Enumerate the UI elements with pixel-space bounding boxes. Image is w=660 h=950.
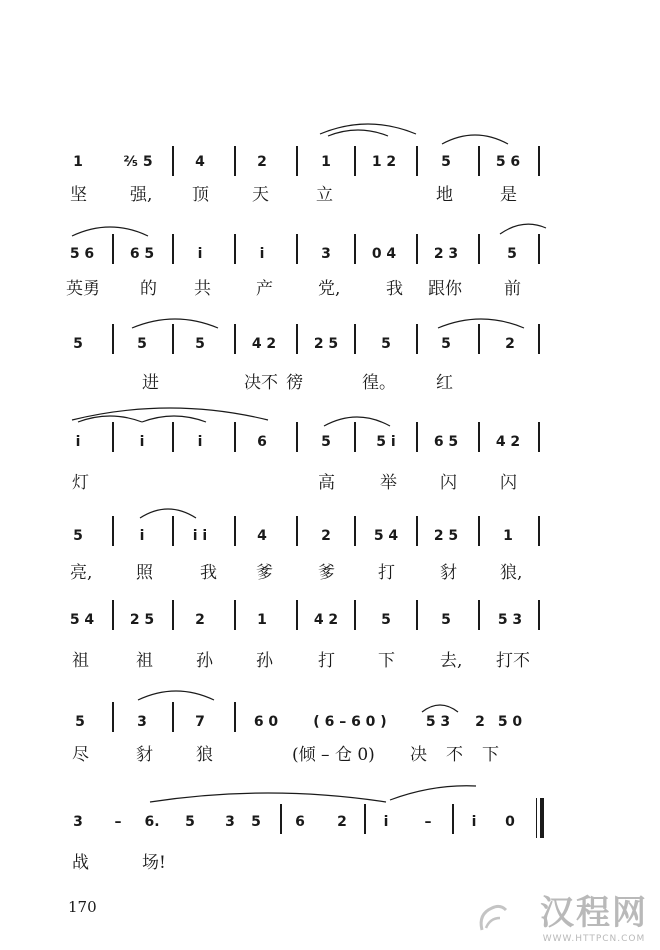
note: 5 — [185, 814, 195, 830]
lyric: 打 — [318, 651, 335, 671]
note: 2 5 — [313, 336, 339, 352]
lyric: 地 — [436, 185, 453, 205]
note: i — [139, 528, 145, 544]
page-number: 170 — [68, 898, 97, 916]
note: 1 — [503, 528, 513, 544]
note: 2 — [195, 612, 205, 628]
barline — [538, 516, 540, 546]
lyric: 祖 — [136, 651, 153, 671]
note: 2 — [505, 336, 515, 352]
slur — [148, 782, 388, 806]
barline — [354, 600, 356, 630]
note: 1 — [257, 612, 267, 628]
note: 5 6 — [69, 246, 95, 262]
barline — [296, 146, 298, 176]
barline — [234, 702, 236, 732]
barline — [364, 804, 366, 834]
lyric: 高 — [318, 473, 335, 493]
note: 6. — [144, 814, 160, 830]
slur — [322, 410, 392, 430]
lyric: 狼 — [196, 745, 213, 765]
lyric: 战 — [72, 853, 89, 873]
lyric: 豺 — [440, 563, 457, 583]
note: 2 — [321, 528, 331, 544]
watermark-url: WWW.HTTPCN.COM — [542, 934, 646, 944]
barline — [538, 324, 540, 354]
lyric: 进 — [142, 373, 159, 393]
system-4 — [0, 396, 660, 493]
lyric: 狼, — [500, 563, 523, 583]
barline — [416, 146, 418, 176]
barline — [172, 600, 174, 630]
note: i i — [192, 528, 208, 544]
note: 5 — [195, 336, 205, 352]
slur — [388, 780, 478, 804]
barline — [296, 600, 298, 630]
barline — [172, 146, 174, 176]
lyric: 天 — [252, 185, 269, 205]
note: 5 i — [376, 434, 396, 450]
barline — [478, 516, 480, 546]
lyric: 是 — [500, 185, 517, 205]
slur — [136, 684, 216, 704]
system-3 — [0, 306, 660, 396]
note: – — [114, 814, 122, 830]
lyric: 打不 — [496, 651, 530, 671]
system-2 — [0, 216, 660, 306]
note: 5 3 — [425, 714, 451, 730]
system-6 — [0, 588, 660, 678]
barline — [112, 516, 114, 546]
barline — [452, 804, 454, 834]
note: 6 — [295, 814, 305, 830]
note: 3 — [73, 814, 83, 830]
note: 5 — [381, 612, 391, 628]
note: i — [383, 814, 389, 830]
barline — [234, 146, 236, 176]
slur — [440, 128, 510, 148]
note: 2 3 — [433, 246, 459, 262]
note: 2 — [257, 154, 267, 170]
lyric: 跟你 — [428, 279, 462, 299]
lyric: 亮, — [70, 563, 93, 583]
barline — [478, 234, 480, 264]
note: 6 5 — [433, 434, 459, 450]
barline — [416, 600, 418, 630]
note: i — [139, 434, 145, 450]
lyric: (倾 – 仓 0) — [292, 745, 375, 765]
watermark — [540, 885, 648, 944]
note: i — [471, 814, 477, 830]
lyric: 打 — [378, 563, 395, 583]
note: 5 6 — [495, 154, 521, 170]
lyric: 前 — [504, 279, 521, 299]
barline — [234, 516, 236, 546]
note: 5 4 — [69, 612, 95, 628]
note: 6 — [257, 434, 267, 450]
barline — [538, 600, 540, 630]
barline — [234, 324, 236, 354]
lyric: 孙 — [256, 651, 273, 671]
lyric: 顶 — [192, 185, 209, 205]
barline — [416, 324, 418, 354]
lyric: 照 — [136, 563, 153, 583]
note: 6 0 — [253, 714, 279, 730]
note: 4 2 — [251, 336, 277, 352]
note: 5 — [441, 612, 451, 628]
lyric: 我 — [386, 279, 403, 299]
lyric: 爹 — [318, 563, 335, 583]
barline — [538, 234, 540, 264]
note: 2 5 — [433, 528, 459, 544]
barline — [280, 804, 282, 834]
note: 5 — [441, 336, 451, 352]
lyric: 红 — [436, 373, 453, 393]
note: 5 — [381, 336, 391, 352]
barline — [538, 146, 540, 176]
lyric: 孙 — [196, 651, 213, 671]
barline — [354, 324, 356, 354]
barline — [354, 146, 356, 176]
barline — [416, 516, 418, 546]
slur — [436, 312, 526, 332]
note: 5 — [73, 336, 83, 352]
barline — [478, 600, 480, 630]
barline — [234, 600, 236, 630]
lyric: 徬 — [286, 373, 303, 393]
note: 0 4 — [371, 246, 397, 262]
note: 5 — [441, 154, 451, 170]
barline — [296, 422, 298, 452]
barline — [296, 234, 298, 264]
lyric: 尽 — [72, 745, 89, 765]
lyric: 闪 — [440, 473, 457, 493]
note: i — [197, 246, 203, 262]
barline — [354, 516, 356, 546]
watermark-text: 汉程网 — [540, 893, 648, 933]
lyric: 场! — [142, 853, 166, 873]
lyric: 祖 — [72, 651, 89, 671]
note: 3 — [137, 714, 147, 730]
note: 1 — [73, 154, 83, 170]
note: 3 — [321, 246, 331, 262]
note: 4 — [195, 154, 205, 170]
slur — [420, 696, 460, 716]
system-7 — [0, 680, 660, 770]
slur — [138, 502, 198, 522]
note: 4 2 — [313, 612, 339, 628]
note: 5 0 — [497, 714, 523, 730]
barline — [354, 234, 356, 264]
lyric: 灯 — [72, 473, 89, 493]
note: 3 — [225, 814, 235, 830]
note: 5 4 — [373, 528, 399, 544]
note: 2 — [475, 714, 485, 730]
lyric: 我 — [200, 563, 217, 583]
barline — [478, 422, 480, 452]
slur — [130, 312, 220, 332]
barline — [416, 234, 418, 264]
lyric: 党, — [318, 279, 341, 299]
barline — [234, 234, 236, 264]
barline — [416, 422, 418, 452]
barline — [112, 702, 114, 732]
note: 1 — [321, 154, 331, 170]
system-1 — [0, 118, 660, 208]
barline — [112, 324, 114, 354]
lyric: 坚 — [70, 185, 87, 205]
lyric: 去, — [440, 651, 463, 671]
slur — [318, 118, 418, 138]
barline — [172, 234, 174, 264]
note: – — [424, 814, 432, 830]
lyric: 英勇 — [66, 279, 100, 299]
lyric: 豺 — [136, 745, 153, 765]
slur — [70, 400, 270, 424]
note: 5 — [507, 246, 517, 262]
barline — [112, 422, 114, 452]
barline — [172, 422, 174, 452]
note: ²⁄₅ 5 — [123, 154, 153, 170]
barline — [538, 422, 540, 452]
lyric: 的 — [140, 279, 157, 299]
lyric: 强, — [130, 185, 153, 205]
note: 5 — [321, 434, 331, 450]
lyric: 决不 — [244, 373, 278, 393]
note: 2 — [337, 814, 347, 830]
lyric: 立 — [316, 185, 333, 205]
note: 7 — [195, 714, 205, 730]
lyric: 爹 — [256, 563, 273, 583]
slur — [498, 218, 548, 238]
system-8 — [0, 776, 660, 876]
lyric: 下 — [482, 745, 499, 765]
note: 0 — [505, 814, 515, 830]
note: 5 — [251, 814, 261, 830]
lyric: 不 — [446, 745, 463, 765]
barline — [112, 600, 114, 630]
note: 5 — [137, 336, 147, 352]
final-barline — [536, 798, 537, 838]
barline — [478, 146, 480, 176]
note: 5 — [73, 528, 83, 544]
lyric: 决 — [410, 745, 427, 765]
lyric: 产 — [256, 279, 273, 299]
note: i — [197, 434, 203, 450]
barline — [172, 702, 174, 732]
lyric: 下 — [378, 651, 395, 671]
lyric: 徨。 — [362, 373, 396, 393]
note: 6 5 — [129, 246, 155, 262]
watermark-logo-icon — [476, 900, 512, 936]
note: ( 6 – 6 0 ) — [313, 714, 387, 730]
slur — [70, 220, 150, 240]
system-5 — [0, 496, 660, 586]
note: 4 — [257, 528, 267, 544]
lyric: 共 — [194, 279, 211, 299]
note: 5 — [75, 714, 85, 730]
note: 1 2 — [371, 154, 397, 170]
note: 5 3 — [497, 612, 523, 628]
note: i — [259, 246, 265, 262]
lyric: 举 — [380, 473, 397, 493]
barline — [234, 422, 236, 452]
final-barline — [540, 798, 544, 838]
lyric: 闪 — [500, 473, 517, 493]
note: i — [75, 434, 81, 450]
barline — [296, 324, 298, 354]
barline — [296, 516, 298, 546]
note: 2 5 — [129, 612, 155, 628]
note: 4 2 — [495, 434, 521, 450]
